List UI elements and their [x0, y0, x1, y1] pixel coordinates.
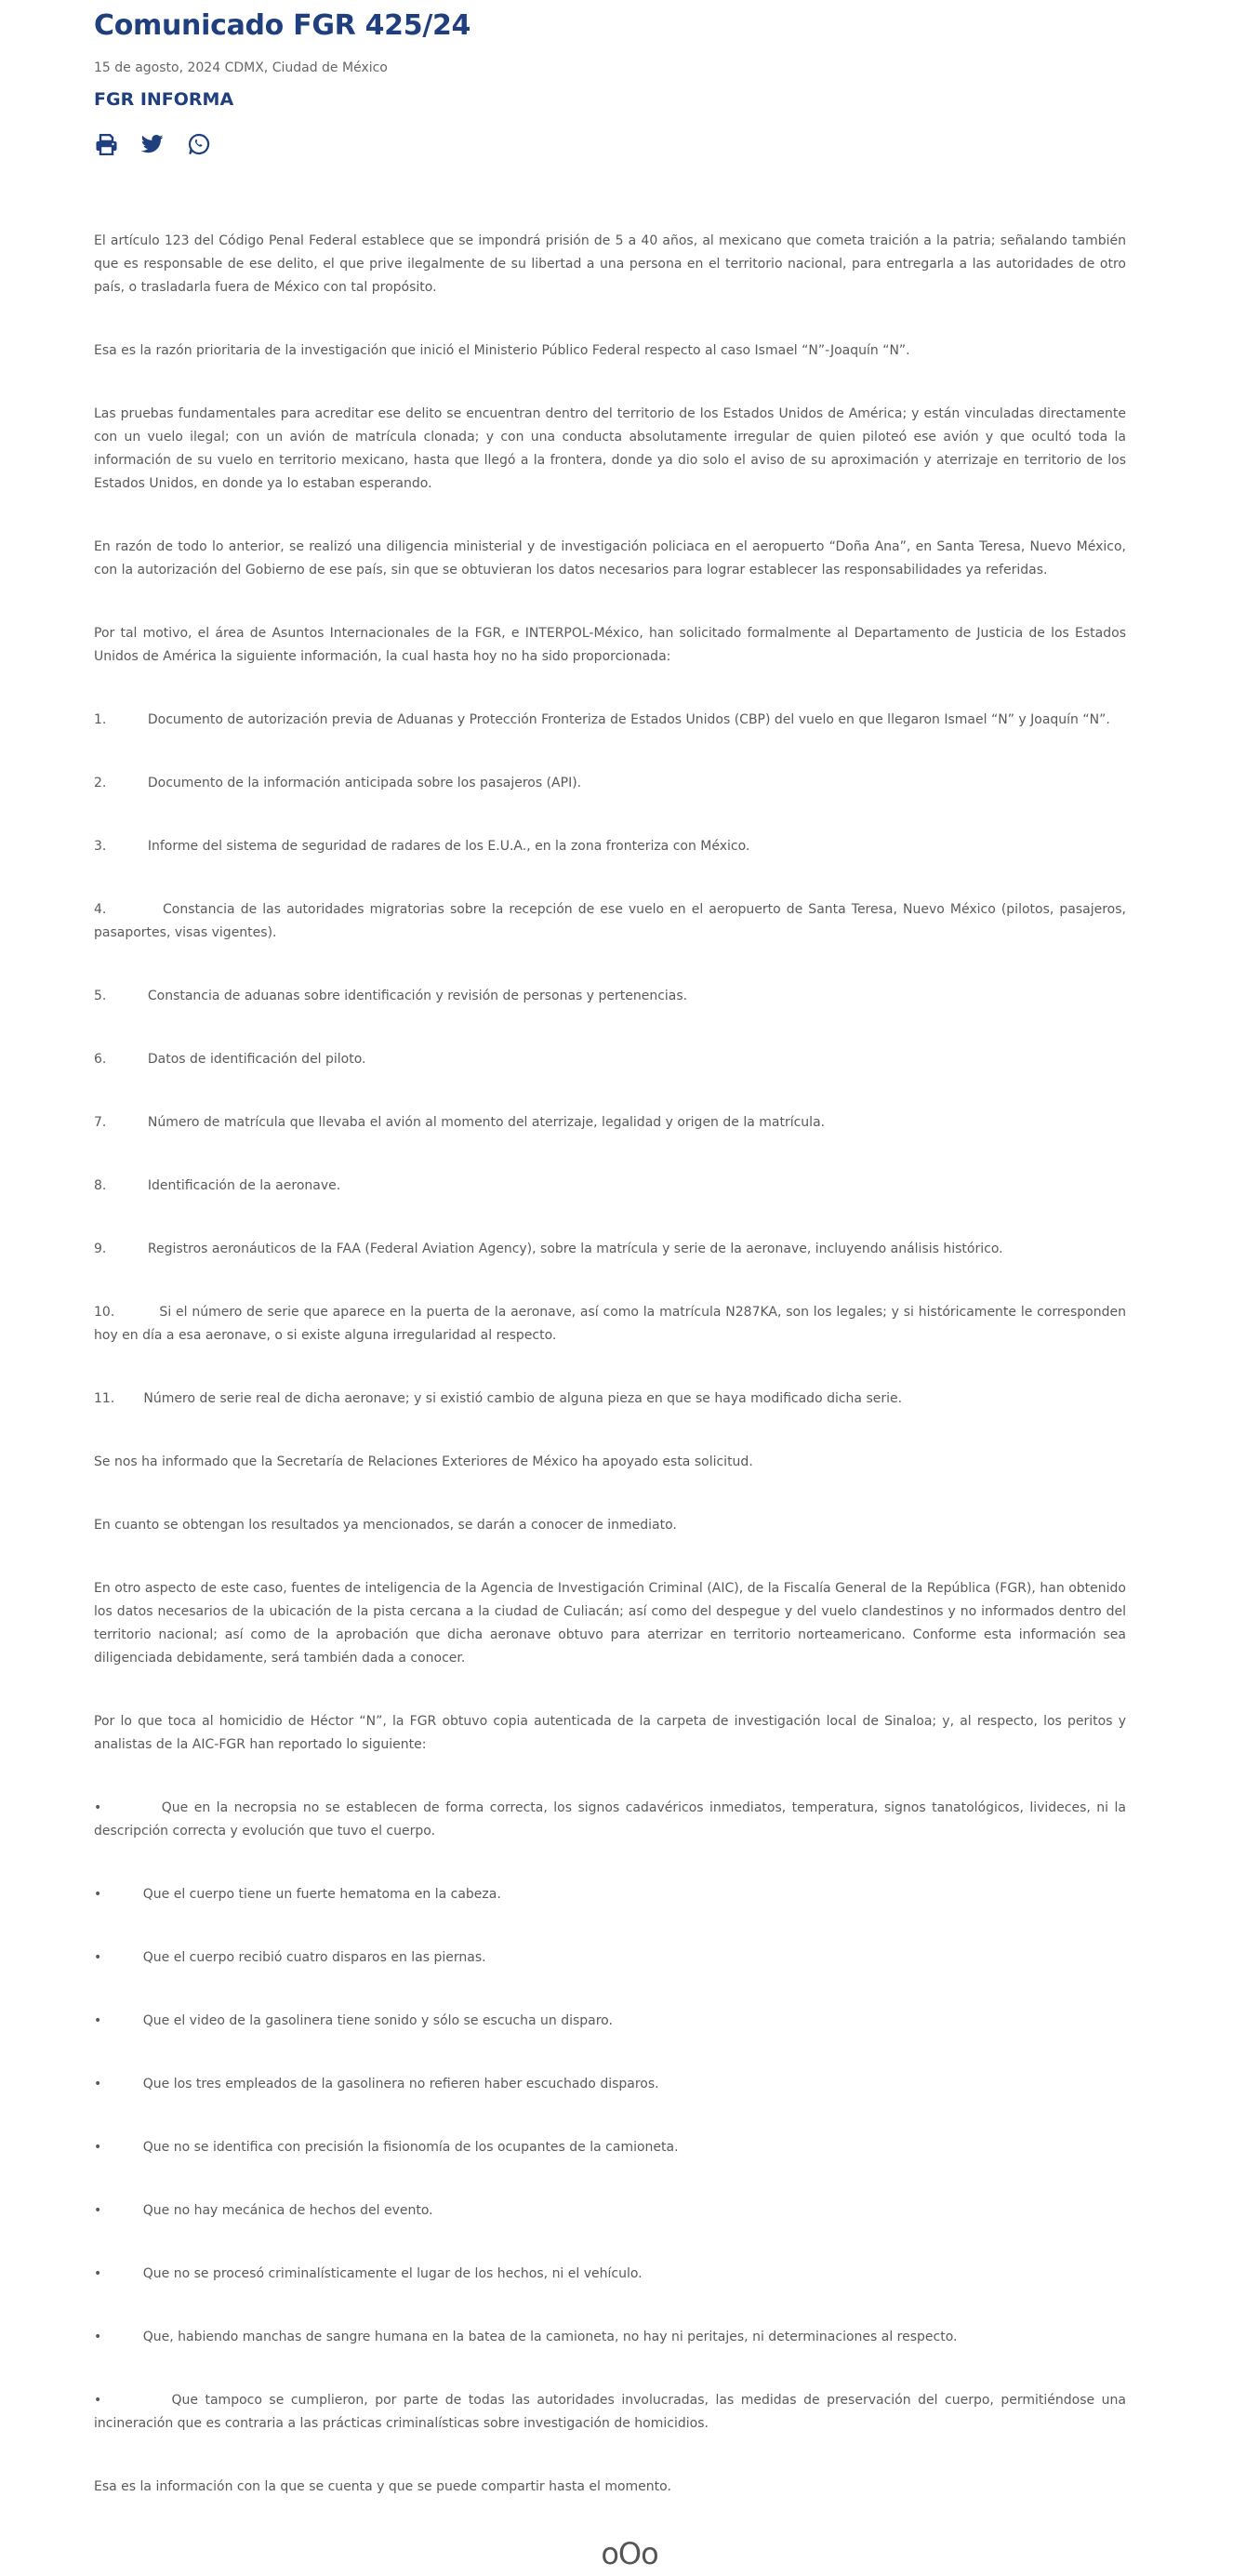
- body-paragraph: • Que tampoco se cumplieron, por parte de todas las autoridades involucradas, las medidas de preservación del cuerpo, permitiéndose una incineración que es contraria a las prácticas criminalísticas sobre investigación de homicidios.: [94, 2393, 1131, 2431]
- page-title: Comunicado FGR 425/24: [94, 9, 471, 42]
- body-paragraph: 9. Registros aeronáuticos de la FAA (Federal Aviation Agency), sobre la matrícula y serie de la aeronave, incluyendo análisis histórico.: [94, 1242, 1003, 1256]
- body-paragraph: 8. Identificación de la aeronave.: [94, 1178, 341, 1193]
- twitter-share-button[interactable]: [140, 132, 165, 156]
- body-paragraph: Esa es la información con la que se cuenta y que se puede compartir hasta el momento.: [94, 2479, 671, 2494]
- body-paragraph: 7. Número de matrícula que llevaba el avión al momento del aterrizaje, legalidad y origen de la matrícula.: [94, 1115, 826, 1130]
- body-paragraph: • Que no hay mecánica de hechos del evento.: [94, 2203, 433, 2218]
- body-paragraph: En otro aspecto de este caso, fuentes de inteligencia de la Agencia de Investigación Criminal (AIC), de la Fiscalía General de la República (FGR), han obtenido los datos necesarios de la ubicación de la pista cercana a la ciudad de Culiacán; así como del despegue y del vuelo clandestinos y no informados dentro del territorio nacional; así como de la aprobación que dicha aeronave obtuvo para aterrizar en territorio norteamericano. Conforme esta información sea diligenciada debidamente, será también dada a conocer.: [94, 1581, 1131, 1666]
- body-paragraph: • Que el cuerpo tiene un fuerte hematoma en la cabeza.: [94, 1887, 501, 1902]
- body-paragraph: 11. Número de serie real de dicha aeronave; y si existió cambio de alguna pieza en que se haya modificado dicha serie.: [94, 1391, 903, 1406]
- print-button[interactable]: [94, 132, 118, 156]
- body-paragraph: • Que los tres empleados de la gasolinera no refieren haber escuchado disparos.: [94, 2077, 659, 2091]
- body-paragraph: En razón de todo lo anterior, se realizó una diligencia ministerial y de investigación policiaca en el aeropuerto “Doña Ana”, en Santa Teresa, Nuevo México, con la autorización del Gobierno de ese país, sin que se obtuvieran los datos necesarios para lograr establecer las responsabilidades ya referidas.: [94, 539, 1131, 578]
- body-paragraph: En cuanto se obtengan los resultados ya mencionados, se darán a conocer de inmediato.: [94, 1518, 677, 1533]
- body-paragraph: 4. Constancia de las autoridades migratorias sobre la recepción de ese vuelo en el aeropuerto de Santa Teresa, Nuevo México (pilotos, pasajeros, pasaportes, visas vigentes).: [94, 902, 1131, 940]
- body-paragraph: Esa es la razón prioritaria de la investigación que inició el Ministerio Público Federal respecto al caso Ismael “N”-Joaquín “N”.: [94, 343, 910, 358]
- body-paragraph: • Que el cuerpo recibió cuatro disparos en las piernas.: [94, 1950, 486, 1965]
- body-paragraph: 2. Documento de la información anticipada sobre los pasajeros (API).: [94, 776, 582, 790]
- body-paragraph: 5. Constancia de aduanas sobre identificación y revisión de personas y pertenencias.: [94, 989, 688, 1003]
- body-paragraph: 3. Informe del sistema de seguridad de radares de los E.U.A., en la zona fronteriza con México.: [94, 839, 750, 854]
- body-paragraph: 1. Documento de autorización previa de Aduanas y Protección Fronteriza de Estados Unidos (CBP) del vuelo en que llegaron Ismael “N” y Joaquín “N”.: [94, 712, 1110, 727]
- body-paragraph: • Que el video de la gasolinera tiene sonido y sólo se escucha un disparo.: [94, 2013, 613, 2028]
- body-paragraph: 6. Datos de identificación del piloto.: [94, 1052, 366, 1067]
- body-paragraph: • Que, habiendo manchas de sangre humana en la batea de la camioneta, no hay ni peritajes, ni determinaciones al respecto.: [94, 2330, 958, 2344]
- body-paragraph: Por lo que toca al homicidio de Héctor “N”, la FGR obtuvo copia autenticada de la carpeta de investigación local de Sinaloa; y, al respecto, los peritos y analistas de la AIC-FGR han reportado lo siguiente:: [94, 1714, 1131, 1752]
- body-paragraph: • Que en la necropsia no se establecen de forma correcta, los signos cadavéricos inmediatos, temperatura, signos tanatológicos, livideces, ni la descripción correcta y evolución que tuvo el cuerpo.: [94, 1800, 1131, 1839]
- twitter-icon: [141, 135, 164, 153]
- article-body: [94, 230, 1131, 2499]
- whatsapp-icon: [188, 133, 210, 155]
- share-bar: [94, 132, 211, 156]
- body-paragraph: Las pruebas fundamentales para acreditar ese delito se encuentran dentro del territorio de los Estados Unidos de América; y están vinculadas directamente con un vuelo ilegal; con un avión de matrícula clonada; y con una conducta absolutamente irregular de quien piloteó ese avión y que ocultó toda la información de su vuelo en territorio mexicano, hasta que llegó a la frontera, donde ya dio solo el aviso de su aproximación y aterrizaje en territorio de los Estados Unidos, en donde ya lo estaban esperando.: [94, 406, 1131, 491]
- body-paragraph: El artículo 123 del Código Penal Federal establece que se impondrá prisión de 5 a 40 años, al mexicano que cometa traición a la patria; señalando también que es responsable de ese delito, el que prive ilegalmente de su libertad a una persona en el territorio nacional, para entregarla a las autoridades de otro país, o trasladarla fuera de México con tal propósito.: [94, 233, 1131, 295]
- body-paragraph: Por tal motivo, el área de Asuntos Internacionales de la FGR, e INTERPOL-México, han solicitado formalmente al Departamento de Justicia de los Estados Unidos de América la siguiente información, la cual hasta hoy no ha sido proporcionada:: [94, 626, 1131, 664]
- body-paragraph: • Que no se procesó criminalísticamente el lugar de los hechos, ni el vehículo.: [94, 2266, 643, 2281]
- body-paragraph: • Que no se identifica con precisión la fisionomía de los ocupantes de la camioneta.: [94, 2140, 679, 2155]
- closing-mark: oOo: [601, 2536, 658, 2571]
- body-paragraph: Se nos ha informado que la Secretaría de Relaciones Exteriores de México ha apoyado esta solicitud.: [94, 1454, 753, 1469]
- article-subtitle: FGR INFORMA: [94, 89, 234, 110]
- publish-date: 15 de agosto, 2024 CDMX, Ciudad de México: [94, 60, 388, 75]
- body-paragraph: 10. Si el número de serie que aparece en la puerta de la aeronave, así como la matrícula N287KA, son los legales; y si históricamente le corresponden hoy en día a esa aeronave, o si existe alguna irregularidad al respecto.: [94, 1305, 1131, 1343]
- print-icon: [95, 134, 118, 155]
- whatsapp-share-button[interactable]: [187, 132, 211, 156]
